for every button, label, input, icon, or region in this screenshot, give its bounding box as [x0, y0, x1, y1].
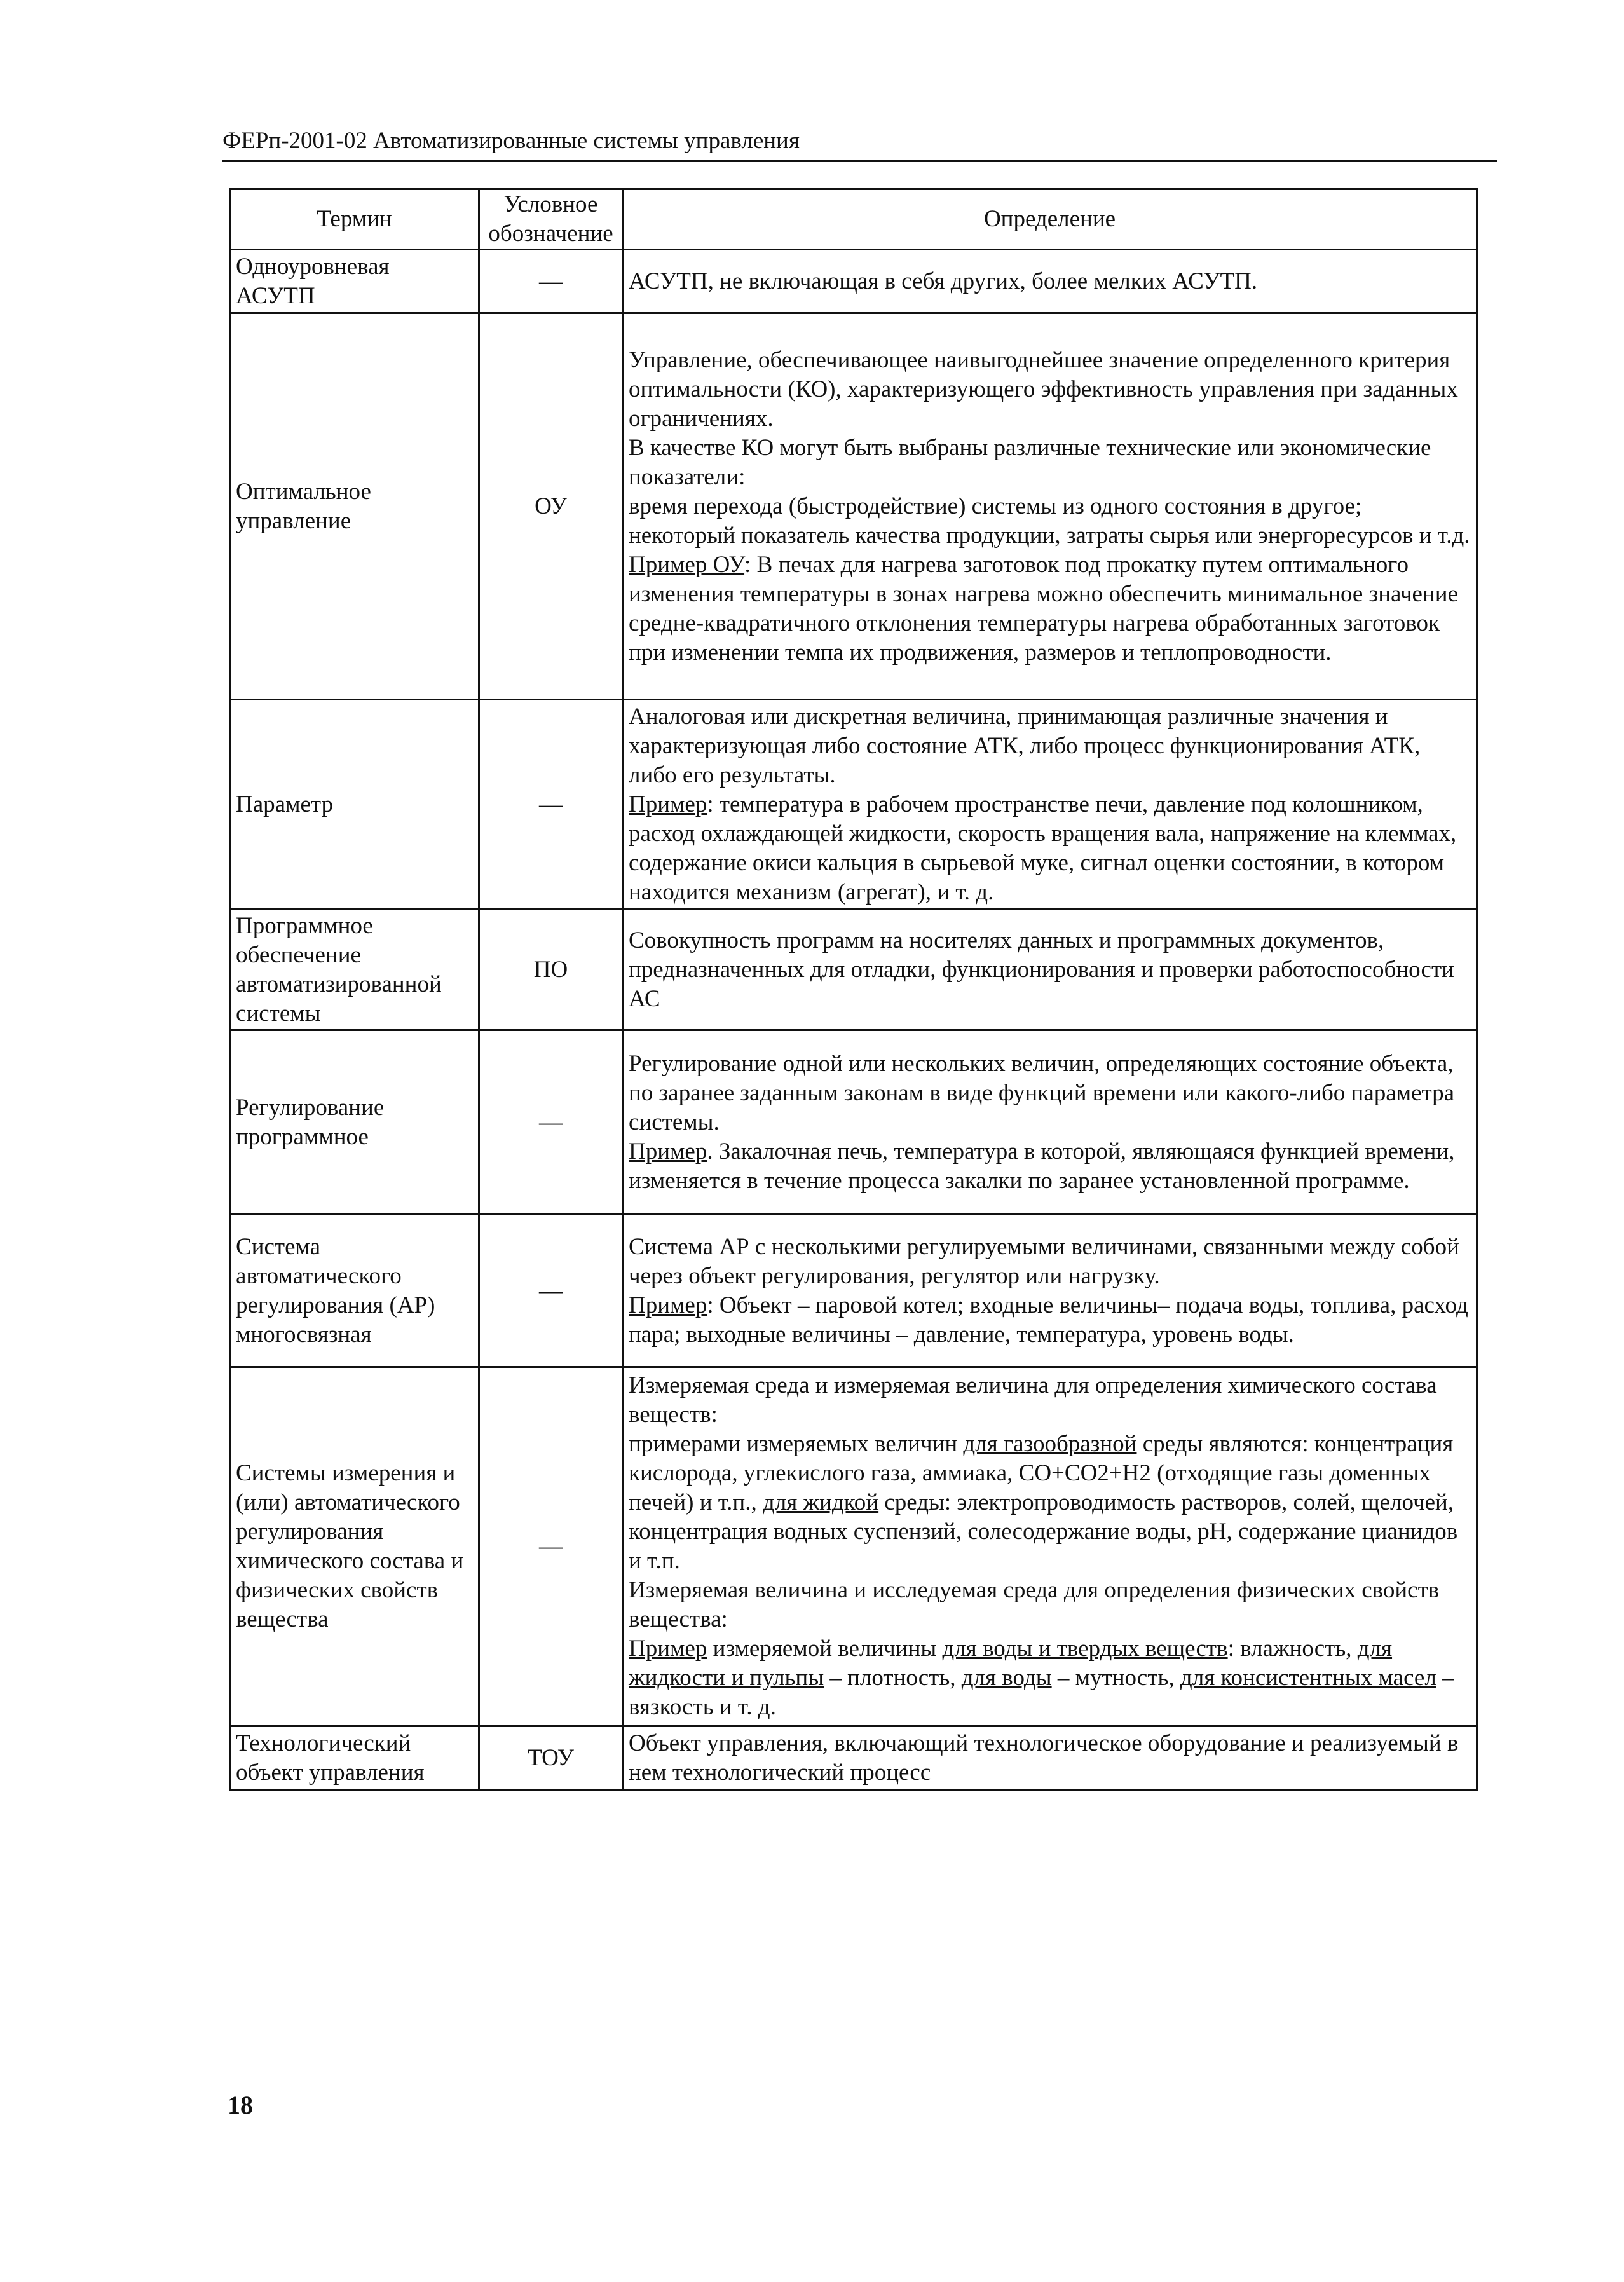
page-header: ФЕРп-2001-02 Автоматизированные системы управления	[222, 128, 800, 154]
underlined-text: для воды и твердых веществ	[942, 1636, 1228, 1662]
table-row	[230, 1030, 1477, 1215]
definition-text: Измеряемая среда и измеряемая величина для определения химического состава веществ:	[629, 1372, 1437, 1428]
definition-cell	[623, 1726, 1477, 1790]
definition-text: примерами измеряемых величин	[629, 1431, 964, 1457]
definition-paragraph	[629, 434, 1471, 492]
underlined-text: Пример	[629, 791, 707, 817]
symbol-cell: ТОУ	[479, 1726, 623, 1790]
symbol-cell: ОУ	[479, 313, 623, 700]
symbol-cell: —	[479, 1367, 623, 1726]
definition-paragraph	[629, 926, 1471, 1014]
definition-paragraph	[629, 1371, 1471, 1430]
definition-text: : температура в рабочем пространстве печи, давление под колошником, расход охлаждающей жидкости, скорость вращения вала, напряжение на клеммах, содержание окиси кальция в сырьевой муке, сигнал оценки состоянии, в котором находится механизм (агрегат), и т. д.	[629, 791, 1457, 905]
definition-text: Объект управления, включающий технологическое оборудование и реализуемый в нем технологический процесс	[629, 1730, 1459, 1786]
term-cell: Технологический объект управления	[230, 1726, 479, 1790]
underlined-text: Пример ОУ	[629, 551, 745, 578]
definition-cell	[623, 1215, 1477, 1367]
table-row	[230, 700, 1477, 910]
terms-table	[229, 188, 1478, 1791]
definition-paragraph	[629, 1729, 1471, 1787]
definition-text: среды являются: концентрация кислорода, углекислого газа, аммиака, СО+СО2+Н2 (отходящие газы доменных печей) и т.п.,	[629, 1431, 1454, 1515]
symbol-cell: —	[479, 700, 623, 910]
table-row	[230, 910, 1477, 1030]
symbol-cell: —	[479, 1215, 623, 1367]
definition-text: Регулирование одной или нескольких величин, определяющих состояние объекта, по заранее заданным законам в виде функций времени или какого-либо параметра системы.	[629, 1050, 1455, 1135]
definition-cell	[623, 700, 1477, 910]
definition-text: Система АР с несколькими регулируемыми величинами, связанными между собой через объект регулирования, регулятор или нагрузку.	[629, 1233, 1459, 1289]
term-cell: Оптимальное управление	[230, 313, 479, 700]
symbol-cell: —	[479, 1030, 623, 1215]
term-cell: Система автоматического регулирования (АР) многосвязная	[230, 1215, 479, 1367]
definition-paragraph	[629, 346, 1471, 434]
definition-text: В качестве КО могут быть выбраны различные технические или экономические показатели:	[629, 434, 1431, 490]
term-cell: Одноуровневая АСУТП	[230, 250, 479, 313]
definition-text: – вязкость и т. д.	[629, 1665, 1454, 1720]
definition-paragraph	[629, 1137, 1471, 1196]
definition-text: Аналоговая или дискретная величина, принимающая различные значения и характеризующая либо состояние АТК, либо процесс функционирования АТК, либо его результаты.	[629, 703, 1421, 788]
definition-paragraph	[629, 550, 1471, 667]
table-row	[230, 313, 1477, 700]
definition-paragraph	[629, 1430, 1471, 1576]
symbol-cell: ПО	[479, 910, 623, 1030]
table-row	[230, 1215, 1477, 1367]
definition-cell	[623, 1367, 1477, 1726]
term-cell: Системы измерения и (или) автоматического регулирования химического состава и физических свойств вещества	[230, 1367, 479, 1726]
definition-text: – мутность,	[1051, 1665, 1180, 1691]
definition-text: измеряемой величины	[707, 1636, 943, 1662]
underlined-text: для газообразной	[963, 1431, 1137, 1457]
table-row	[230, 250, 1477, 313]
definition-text: Измеряемая величина и исследуемая среда для определения физических свойств вещества:	[629, 1577, 1440, 1632]
column-header-definition: Определение	[623, 189, 1477, 250]
definition-text: Совокупность программ на носителях данных и программных документов, предназначенных для отладки, функционирования и проверки работоспособности АС	[629, 927, 1454, 1012]
definition-text: : В печах для нагрева заготовок под прокатку путем оптимального изменения температуры в зонах нагрева можно обеспечить минимальное значение средне-квадратичного отклонения температуры нагрева обработанных заготовок при изменении темпа их продвижения, размеров и теплопроводности.	[629, 551, 1458, 666]
underlined-text: Пример	[629, 1138, 707, 1165]
definition-paragraph	[629, 790, 1471, 907]
definition-text: среды: электропроводимость растворов, солей, щелочей, концентрация водных суспензий, солесодержание воды, pH, содержание цианидов и т.п.	[629, 1489, 1458, 1574]
column-header-term: Термин	[230, 189, 479, 250]
definition-paragraph	[629, 1576, 1471, 1634]
header-rule	[222, 160, 1497, 162]
definition-text: . Закалочная печь, температура в которой, являющаяся функцией времени, изменяется в течение процесса закалки по заранее установленной программе.	[629, 1138, 1455, 1194]
term-cell: Регулирование программное	[230, 1030, 479, 1215]
definition-paragraph	[629, 1049, 1471, 1137]
definition-text: : влажность,	[1227, 1636, 1358, 1662]
definition-text: : Объект – паровой котел; входные величины– подача воды, топлива, расход пара; выходные величины – давление, температура, уровень воды.	[629, 1292, 1468, 1348]
definition-paragraph	[629, 1291, 1471, 1349]
definition-text: – плотность,	[824, 1665, 962, 1691]
definition-cell	[623, 910, 1477, 1030]
table-row	[230, 1367, 1477, 1726]
table-row	[230, 1726, 1477, 1790]
symbol-cell: —	[479, 250, 623, 313]
definition-cell	[623, 1030, 1477, 1215]
definition-cell	[623, 250, 1477, 313]
definition-text: время перехода (быстродействие) системы из одного состояния в другое; некоторый показатель качества продукции, затраты сырья или энергоресурсов и т.д.	[629, 493, 1470, 549]
definition-paragraph	[629, 1233, 1471, 1291]
underlined-text: для жидкой	[762, 1489, 879, 1515]
underlined-text: для жидкости и пульпы	[629, 1636, 1393, 1691]
definition-paragraph	[629, 492, 1471, 550]
column-header-symbol: Условное обозначение	[479, 189, 623, 250]
underlined-text: Пример	[629, 1292, 707, 1318]
underlined-text: Пример	[629, 1636, 707, 1662]
underlined-text: для воды	[961, 1665, 1052, 1691]
page-number: 18	[228, 2091, 253, 2119]
term-cell: Программное обеспечение автоматизированной системы	[230, 910, 479, 1030]
term-cell: Параметр	[230, 700, 479, 910]
definition-text: АСУТП, не включающая в себя других, более мелких АСУТП.	[629, 268, 1258, 294]
definition-paragraph	[629, 267, 1471, 296]
definition-cell	[623, 313, 1477, 700]
definition-paragraph	[629, 702, 1471, 790]
underlined-text: для консистентных масел	[1180, 1665, 1436, 1691]
definition-paragraph	[629, 1634, 1471, 1722]
definition-text: Управление, обеспечивающее наивыгоднейшее значение определенного критерия оптимальности (КО), характеризующего эффективность управления при заданных ограничениях.	[629, 346, 1458, 432]
table-header-row	[230, 189, 1477, 250]
